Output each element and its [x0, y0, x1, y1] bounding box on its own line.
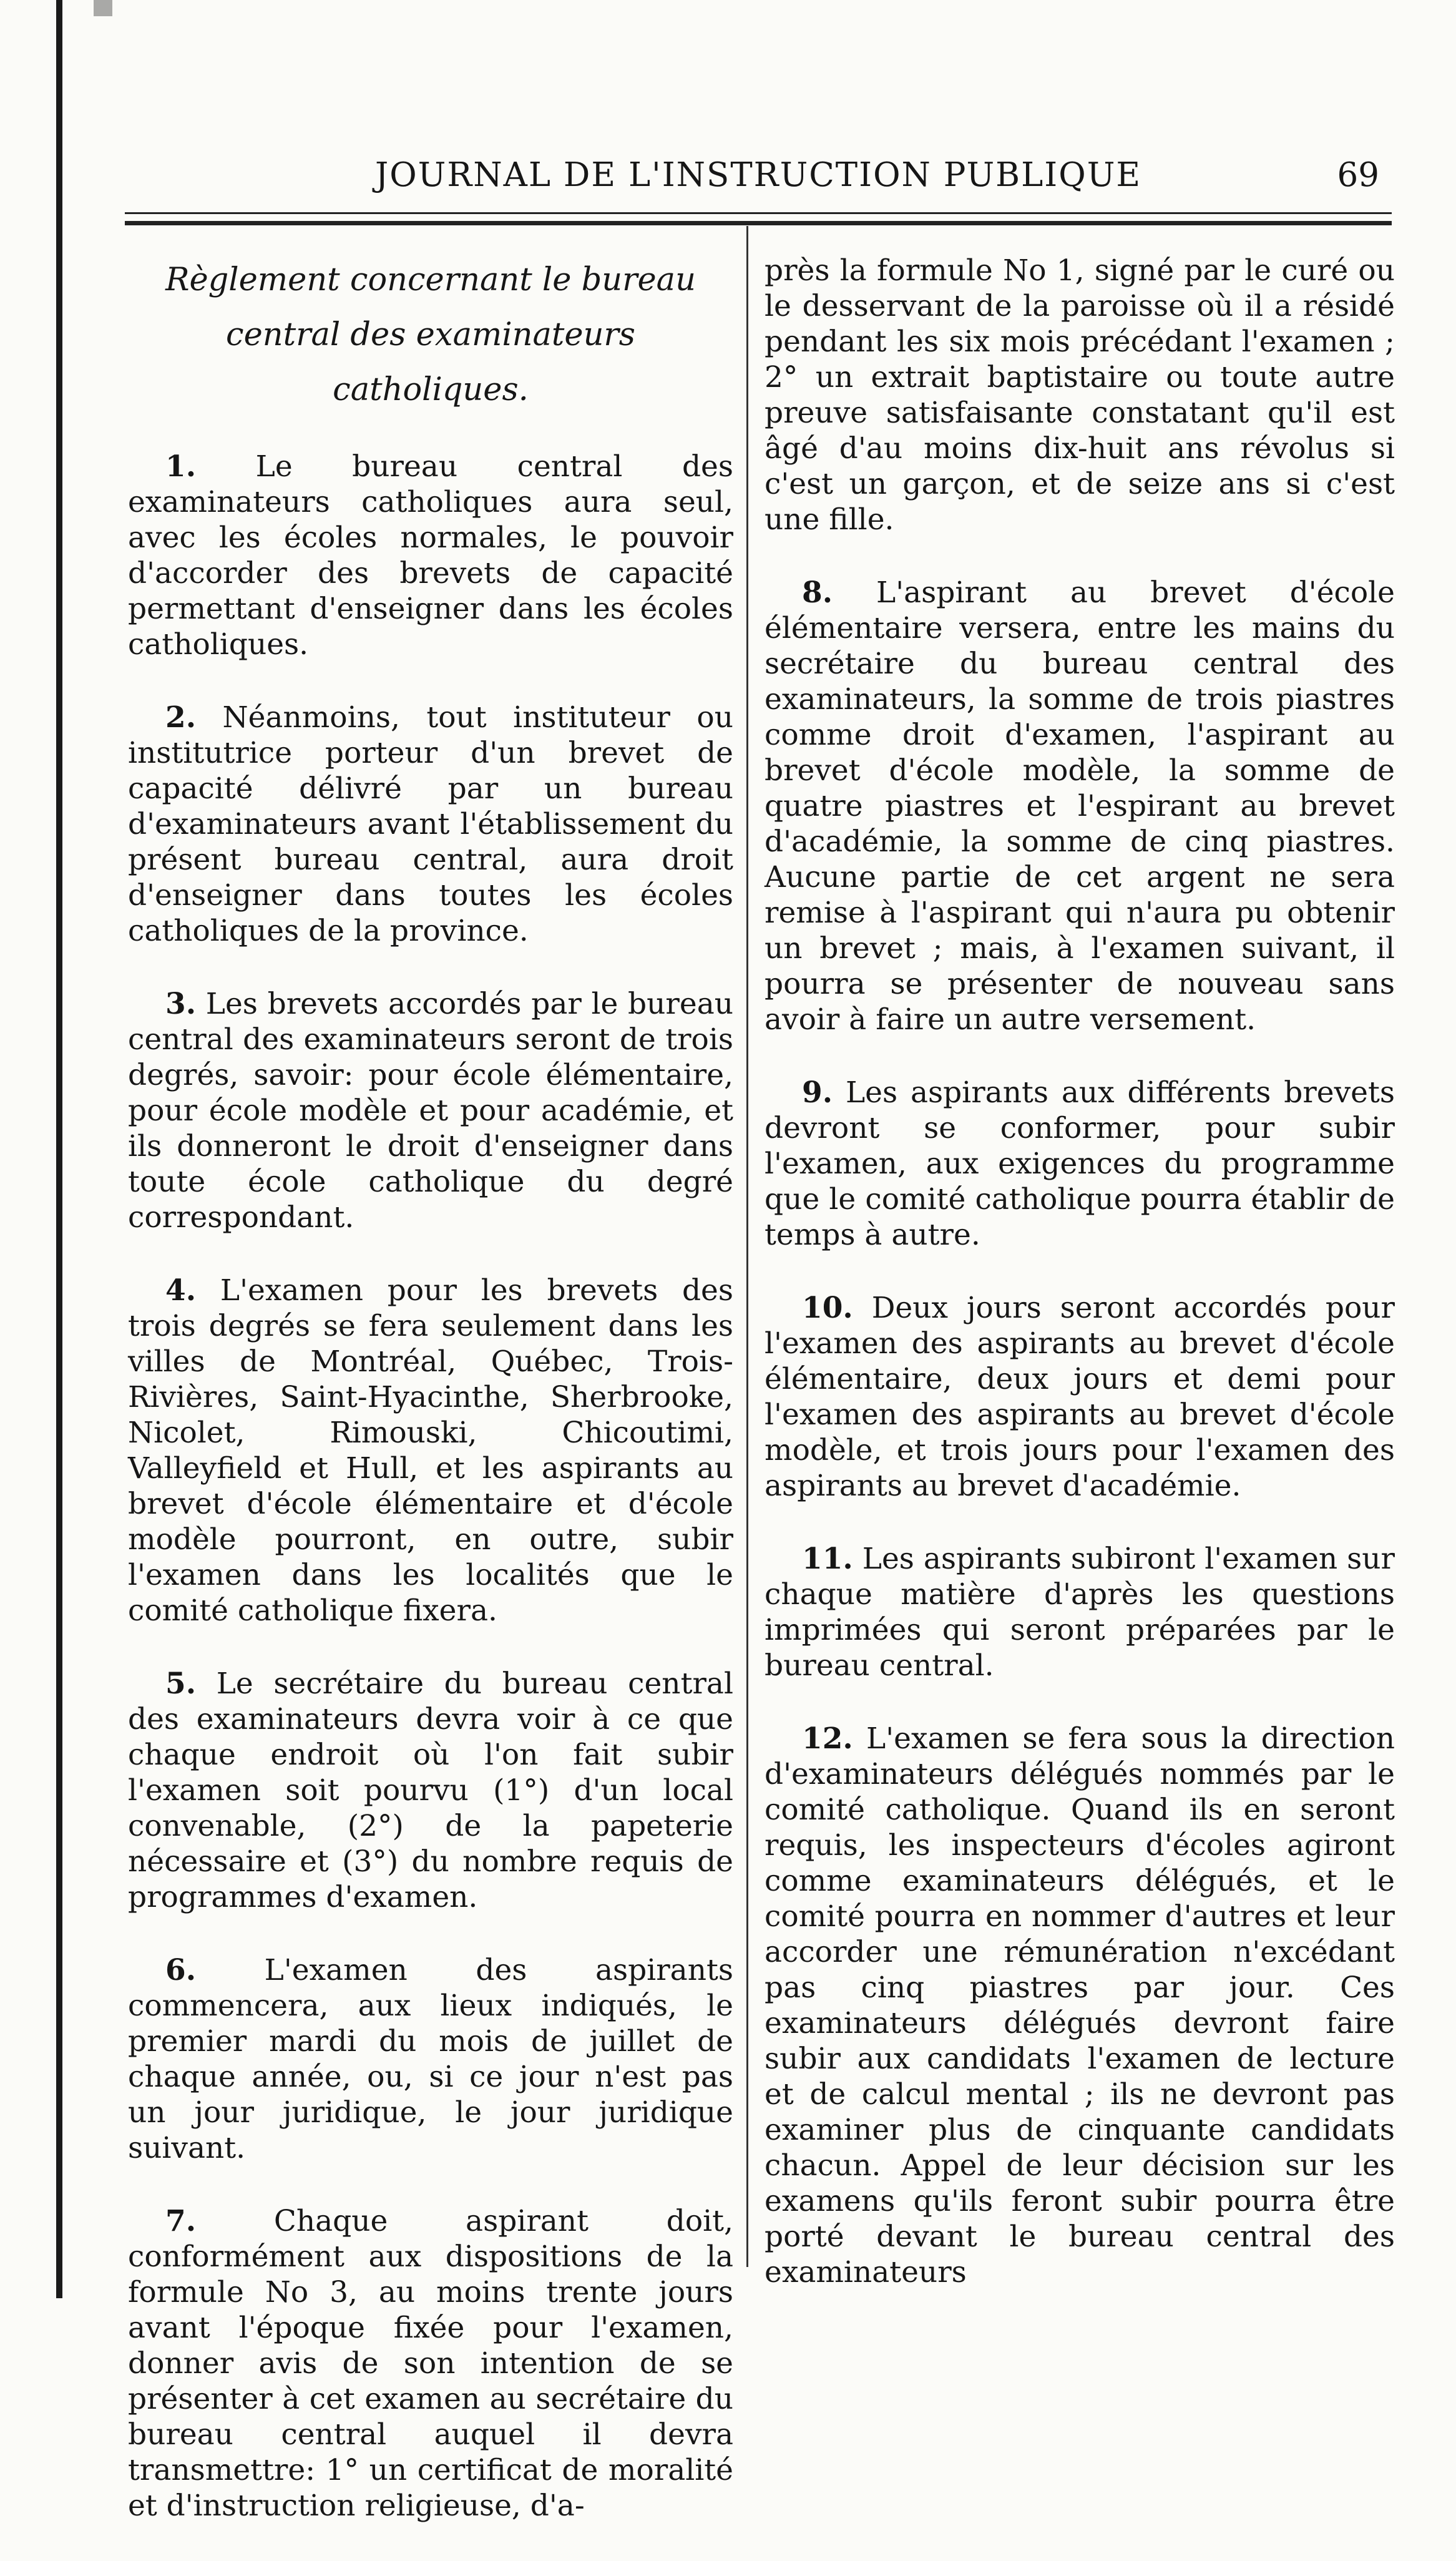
article-2	[128, 700, 733, 949]
article-number: 12.	[802, 1721, 853, 1756]
article-8	[765, 575, 1395, 1037]
article-number: 4.	[165, 1273, 197, 1308]
header-rule-thick	[125, 221, 1392, 225]
article-3	[128, 986, 733, 1235]
article-text: L'examen des aspirants commencera, aux lieux indiqués, le premier mardi du mois de juillet de chaque année, ou, si ce jour n'est pas un jour juridique, le jour juridique suivant.	[128, 1953, 733, 2165]
article-text: Les brevets accordés par le bureau central des examinateurs seront de trois degrés, savoir: pour école élémentaire, pour école modèle et pour académie, et ils donneront le droit d'enseigner dans toute école catholique du degré correspondant.	[128, 987, 733, 1235]
article-number: 9.	[802, 1075, 833, 1110]
page-number: 69	[1337, 156, 1379, 194]
article-text: Le secrétaire du bureau central des examinateurs devra voir à ce que chaque endroit où l'on fait subir l'examen soit pourvu (1°) d'un local convenable, (2°) de la papeterie nécessaire et (3°) du nombre requis de programmes d'examen.	[128, 1667, 733, 1914]
article-text: L'examen pour les brevets des trois degrés se fera seulement dans les villes de Montréal, Québec, Trois-Rivières, Saint-Hyacinthe, Sherbrooke, Nicolet, Rimouski, Chicoutimi, Valleyfield et Hull, et les aspirants au brevet d'école élémentaire et d'école modèle pourront, en outre, subir l'examen dans les localités que le comité catholique fixera.	[128, 1273, 733, 1628]
article-number: 2.	[165, 700, 197, 735]
right-column	[765, 253, 1395, 2328]
article-10	[765, 1290, 1395, 1504]
article-number: 5.	[165, 1667, 197, 1701]
header-rule-thin	[125, 212, 1392, 214]
regulation-title: Règlement concernant le bureau central des examinateurs catholiques.	[165, 262, 696, 408]
article-number: 10.	[802, 1291, 853, 1325]
article-number: 8.	[802, 575, 833, 610]
article-12	[765, 1721, 1395, 2290]
page-header	[125, 150, 1392, 200]
article-11	[765, 1541, 1395, 1683]
article-9	[765, 1075, 1395, 1253]
article-6	[128, 1952, 733, 2166]
left-column	[128, 253, 733, 2561]
article-5	[128, 1666, 733, 1915]
article-number: 6.	[165, 1953, 197, 1987]
ink-mark	[94, 0, 112, 16]
column-divider	[746, 226, 748, 2267]
article-number: 3.	[165, 987, 197, 1021]
article-text: Les aspirants subiront l'examen sur chaque matière d'après les questions imprimées qui seront préparées par le bureau central.	[765, 1542, 1395, 1683]
article-1	[128, 449, 733, 662]
article-7-continued	[765, 253, 1395, 537]
running-title: JOURNAL DE L'INSTRUCTION PUBLIQUE	[374, 156, 1142, 194]
article-number: 11.	[802, 1542, 853, 1576]
page-binding-edge	[56, 0, 62, 2298]
article-number: 7.	[165, 2204, 197, 2238]
article-text: Néanmoins, tout instituteur ou institutrice porteur d'un brevet de capacité délivré par un bureau d'examinateurs avant l'établissement du présent bureau central, aura droit d'enseigner dans toutes les écoles catholiques de la province.	[128, 700, 733, 948]
article-text: Le bureau central des examinateurs catholiques aura seul, avec les écoles normales, le pouvoir d'accorder des brevets de capacité permettant d'enseigner dans les écoles catholiques.	[128, 449, 733, 662]
article-text: L'aspirant au brevet d'école élémentaire versera, entre les mains du secrétaire du bureau central des examinateurs, la somme de trois piastres comme droit d'examen, l'aspirant au brevet d'école modèle, la somme de quatre piastres et l'espirant au brevet d'académie, la somme de cinq piastres. Aucune partie de cet argent ne sera remise à l'aspirant qui n'aura pu obtenir un brevet ; mais, à l'examen suivant, il pourra se présenter de nouveau sans avoir à faire un autre versement.	[765, 575, 1395, 1037]
article-text: Chaque aspirant doit, conformément aux dispositions de la formule No 3, au moins trente jours avant l'époque fixée pour l'examen, donner avis de son intention de se présenter à cet examen au secrétaire du bureau central auquel il devra transmettre: 1° un certificat de moralité et d'instruction religieuse, d'a-	[128, 2204, 733, 2523]
article-7	[128, 2203, 733, 2524]
article-text: Les aspirants aux différents brevets devront se conformer, pour subir l'examen, aux exigences du programme que le comité catholique pourra établir de temps à autre.	[765, 1075, 1395, 1252]
article-4	[128, 1273, 733, 1628]
article-number: 1.	[165, 449, 197, 484]
article-text: L'examen se fera sous la direction d'examinateurs délégués nommés par le comité catholique. Quand ils en seront requis, les inspecteurs d'écoles agiront comme examinateurs délégués, et le comité pourra en nommer d'autres et leur accorder une rémunération n'excédant pas cinq piastres par jour. Ces examinateurs délégués devront faire subir aux candidats l'examen de lecture et de calcul mental ; ils ne devront pas examiner plus de cinquante candidats chacun. Appel de leur décision sur les examens qu'ils feront subir pourra être porté devant le bureau central des examinateurs	[765, 1721, 1395, 2289]
article-text: près la formule No 1, signé par le curé ou le desservant de la paroisse où il a résidé pendant les six mois précédant l'examen ; 2° un extrait baptistaire ou toute autre preuve satisfaisante constatant qu'il est âgé d'au moins dix-huit ans révolus si c'est un garçon, et de seize ans si c'est une fille.	[765, 253, 1395, 537]
article-text: Deux jours seront accordés pour l'examen des aspirants au brevet d'école élémentaire, deux jours et demi pour l'examen des aspirants au brevet d'école modèle, et trois jours pour l'examen des aspirants au brevet d'académie.	[765, 1291, 1395, 1503]
